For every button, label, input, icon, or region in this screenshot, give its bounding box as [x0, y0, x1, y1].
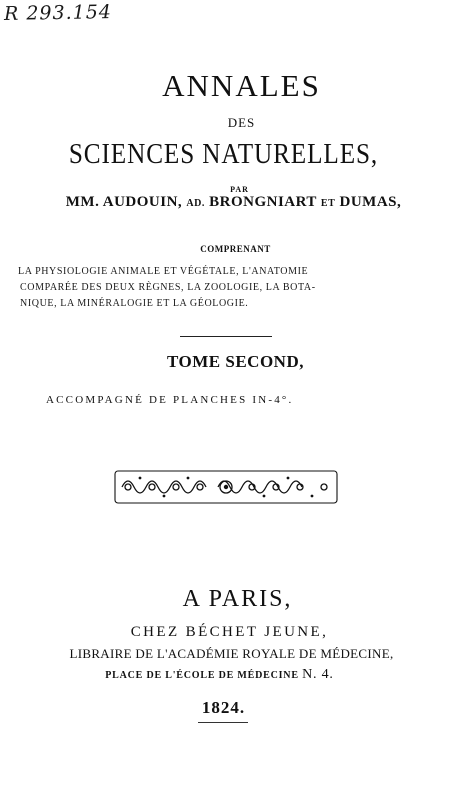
authors-line: [8, 194, 451, 211]
description-line-3: NIQUE, LA MINÉRALOGIE ET LA GÉOLOGIE.: [20, 298, 249, 309]
plates-note: ACCOMPAGNÉ DE PLANCHES IN-4°.: [46, 394, 294, 406]
par-label: PAR: [230, 185, 249, 194]
divider-rule: [180, 336, 272, 337]
imprint-number: N. 4.: [302, 667, 334, 682]
publication-year: 1824.: [201, 698, 246, 717]
tome-label: TOME SECOND,: [167, 352, 304, 371]
description-line-1: LA PHYSIOLOGIE ANIMALE ET VÉGÉTALE, L'ANATOMIE: [18, 266, 309, 277]
handwritten-shelfmark: R 293.154: [3, 1, 113, 25]
author-audouin: MM. AUDOUIN,: [65, 194, 183, 210]
imprint-publisher: CHEZ BÉCHET JEUNE,: [130, 624, 329, 640]
imprint-city: A PARIS,: [182, 586, 293, 612]
printer-ornament-icon: [114, 470, 338, 504]
imprint-libraire: LIBRAIRE DE L'ACADÉMIE ROYALE DE MÉDECINE,: [69, 646, 394, 661]
description-line-2: COMPARÉE DES DEUX RÈGNES, LA ZOOLOGIE, LA BOTA-: [20, 282, 316, 293]
imprint-address: [0, 667, 445, 683]
journal-title: ANNALES: [162, 68, 321, 103]
author-brongniart: BRONGNIART: [209, 194, 317, 210]
comprenant-label: COMPRENANT: [200, 244, 271, 254]
author-ad: AD.: [186, 198, 205, 209]
journal-subtitle: SCIENCES NATURELLES,: [68, 139, 379, 170]
title-des: DES: [227, 115, 256, 130]
author-dumas: DUMAS,: [339, 194, 402, 210]
imprint-place: PLACE DE L'ÉCOLE DE MÉDECINE: [105, 670, 299, 681]
author-et: ET: [320, 198, 336, 209]
year-underline: [198, 722, 248, 723]
